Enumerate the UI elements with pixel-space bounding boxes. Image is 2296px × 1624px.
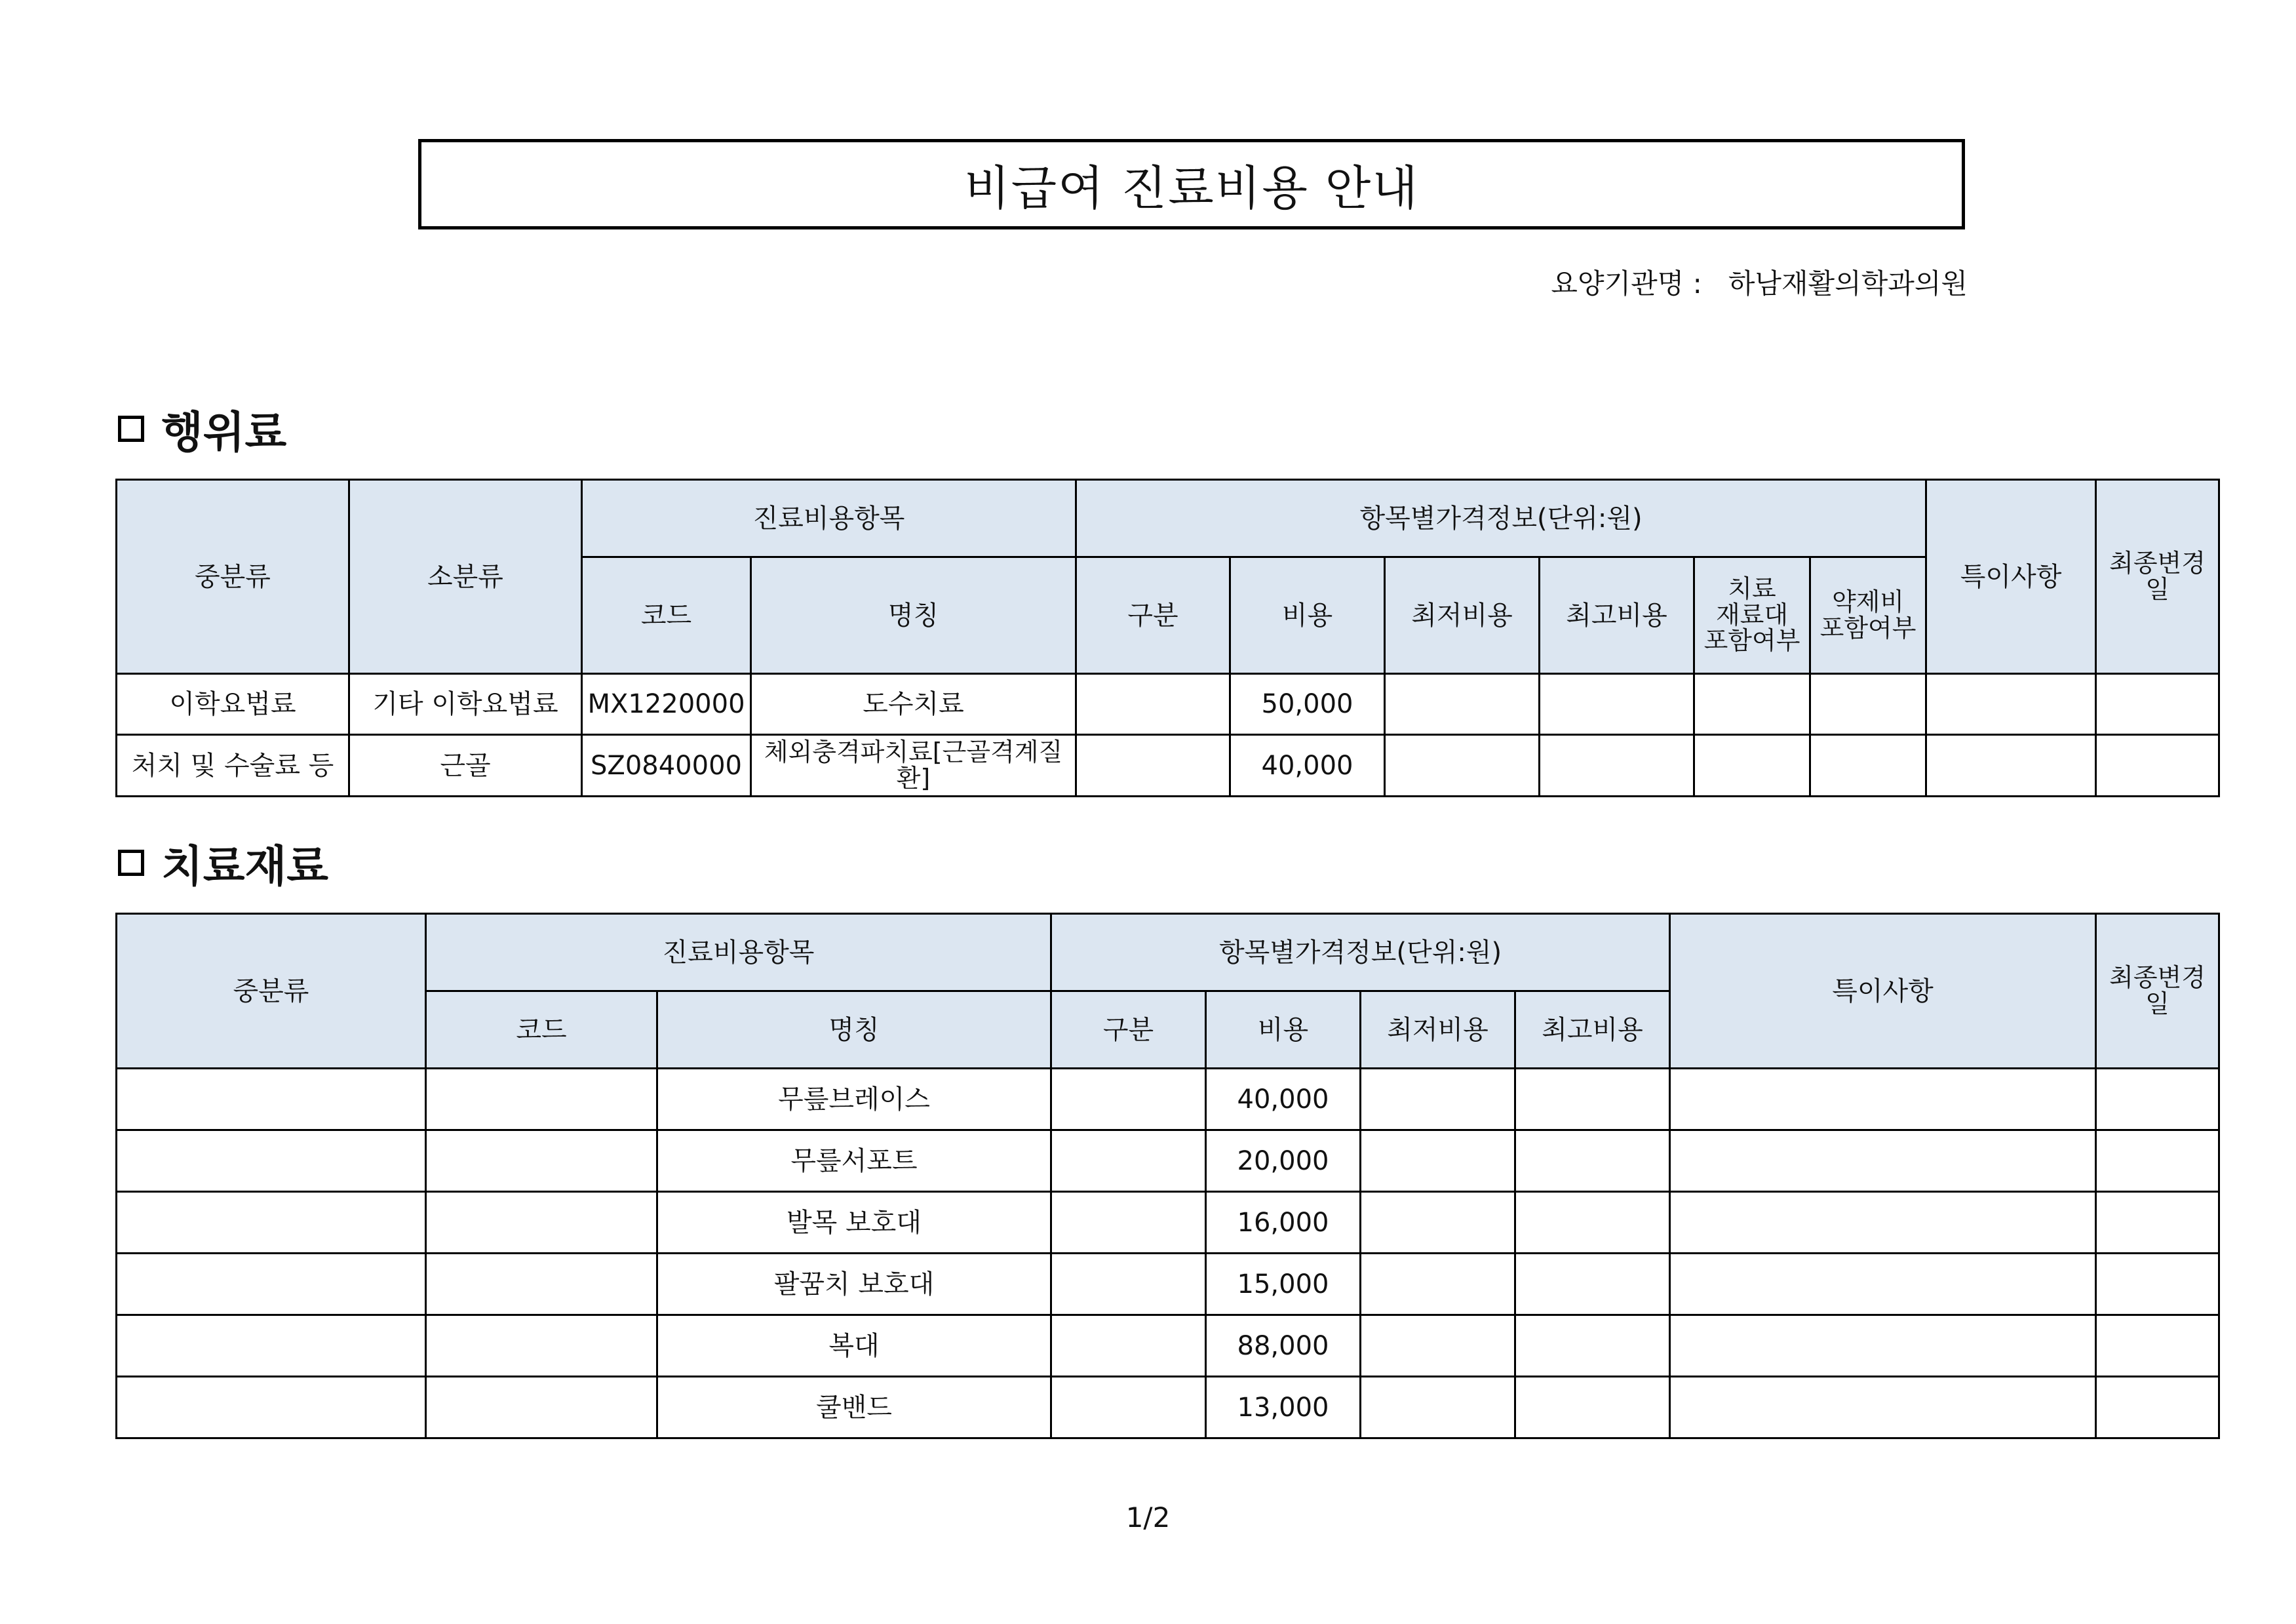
table-row bbox=[117, 1315, 2219, 1377]
header-name: 명칭 bbox=[751, 557, 1076, 674]
table-row bbox=[117, 674, 2219, 735]
cell-mid bbox=[117, 1069, 426, 1130]
cell-min bbox=[1385, 735, 1540, 797]
cell-division bbox=[1051, 1130, 1206, 1192]
table-row bbox=[117, 1069, 2219, 1130]
table-row bbox=[117, 1130, 2219, 1192]
header-last-changed: 최종변경일 bbox=[2096, 914, 2219, 1069]
institution-line bbox=[1311, 262, 1968, 302]
cell-code bbox=[426, 1130, 657, 1192]
header-min-cost: 최저비용 bbox=[1385, 557, 1540, 674]
cell-sub: 근골 bbox=[349, 735, 582, 797]
cell-name: 발목 보호대 bbox=[657, 1192, 1051, 1254]
cell-code: SZ0840000 bbox=[582, 735, 751, 797]
cell-date bbox=[2096, 674, 2219, 735]
header-code: 코드 bbox=[582, 557, 751, 674]
header-division: 구분 bbox=[1051, 991, 1206, 1069]
document-title: 비급여 진료비용 안내 bbox=[418, 139, 1965, 229]
cell-division bbox=[1051, 1192, 1206, 1254]
header-max-cost: 최고비용 bbox=[1515, 991, 1670, 1069]
cell-notes bbox=[1670, 1192, 2096, 1254]
cell-name: 무릎브레이스 bbox=[657, 1069, 1051, 1130]
table-row bbox=[117, 1192, 2219, 1254]
cell-drug bbox=[1810, 674, 1926, 735]
cell-notes bbox=[1670, 1254, 2096, 1315]
header-material-included: 치료 재료대 포함여부 bbox=[1694, 557, 1810, 674]
cell-mid bbox=[117, 1254, 426, 1315]
cell-mid bbox=[117, 1377, 426, 1438]
cell-notes bbox=[1926, 674, 2096, 735]
cell-code bbox=[426, 1069, 657, 1130]
header-cost: 비용 bbox=[1206, 991, 1361, 1069]
cell-min bbox=[1361, 1192, 1515, 1254]
header-division: 구분 bbox=[1076, 557, 1230, 674]
cell-date bbox=[2096, 1315, 2219, 1377]
cell-cost: 15,000 bbox=[1206, 1254, 1361, 1315]
cell-code bbox=[426, 1254, 657, 1315]
cell-min bbox=[1361, 1069, 1515, 1130]
cell-min bbox=[1361, 1254, 1515, 1315]
header-name: 명칭 bbox=[657, 991, 1051, 1069]
cell-division bbox=[1051, 1377, 1206, 1438]
cell-max bbox=[1540, 674, 1694, 735]
institution-separator: : bbox=[1692, 267, 1702, 300]
cell-max bbox=[1540, 735, 1694, 797]
cell-name: 복대 bbox=[657, 1315, 1051, 1377]
checkbox-square-icon bbox=[118, 416, 144, 442]
header-sub-category: 소분류 bbox=[349, 480, 582, 674]
cell-date bbox=[2096, 1254, 2219, 1315]
cell-mid bbox=[117, 1192, 426, 1254]
header-price-group: 항목별가격정보(단위:원) bbox=[1051, 914, 1670, 991]
cell-mid bbox=[117, 1315, 426, 1377]
cell-min bbox=[1361, 1315, 1515, 1377]
cell-date bbox=[2096, 1130, 2219, 1192]
cell-notes bbox=[1670, 1315, 2096, 1377]
procedure-fee-table bbox=[115, 479, 2220, 797]
cell-date bbox=[2096, 735, 2219, 797]
header-mid-category: 중분류 bbox=[117, 914, 426, 1069]
cell-max bbox=[1515, 1377, 1670, 1438]
cell-max bbox=[1515, 1192, 1670, 1254]
section1-title-text: 행위료 bbox=[161, 407, 287, 458]
header-cost: 비용 bbox=[1230, 557, 1385, 674]
header-code: 코드 bbox=[426, 991, 657, 1069]
table-row bbox=[117, 1377, 2219, 1438]
cell-mid bbox=[117, 1130, 426, 1192]
cell-cost: 88,000 bbox=[1206, 1315, 1361, 1377]
cell-name: 도수치료 bbox=[751, 674, 1076, 735]
header-last-changed: 최종변경일 bbox=[2096, 480, 2219, 674]
cell-code bbox=[426, 1192, 657, 1254]
cell-name: 체외충격파치료[근골격계질환] bbox=[751, 735, 1076, 797]
cell-notes bbox=[1670, 1130, 2096, 1192]
cell-name: 팔꿈치 보호대 bbox=[657, 1254, 1051, 1315]
section-title-treatment-materials bbox=[118, 831, 328, 894]
cell-mid: 이학요법료 bbox=[117, 674, 349, 735]
cell-date bbox=[2096, 1069, 2219, 1130]
cell-max bbox=[1515, 1130, 1670, 1192]
header-item-group: 진료비용항목 bbox=[426, 914, 1051, 991]
section2-title-text: 치료재료 bbox=[161, 841, 329, 892]
cell-sub: 기타 이학요법료 bbox=[349, 674, 582, 735]
header-drug-included: 약제비 포함여부 bbox=[1810, 557, 1926, 674]
header-price-group: 항목별가격정보(단위:원) bbox=[1076, 480, 1926, 557]
treatment-material-table bbox=[115, 913, 2220, 1439]
institution-label: 요양기관명 bbox=[1551, 267, 1684, 300]
cell-min bbox=[1361, 1377, 1515, 1438]
cell-max bbox=[1515, 1315, 1670, 1377]
header-min-cost: 최저비용 bbox=[1361, 991, 1515, 1069]
cell-code bbox=[426, 1377, 657, 1438]
cell-name: 무릎서포트 bbox=[657, 1130, 1051, 1192]
page-number: 1/2 bbox=[1125, 1501, 1171, 1534]
cell-notes bbox=[1926, 735, 2096, 797]
cell-cost: 40,000 bbox=[1206, 1069, 1361, 1130]
cell-cost: 20,000 bbox=[1206, 1130, 1361, 1192]
cell-date bbox=[2096, 1377, 2219, 1438]
cell-drug bbox=[1810, 735, 1926, 797]
cell-cost: 13,000 bbox=[1206, 1377, 1361, 1438]
cell-max bbox=[1515, 1069, 1670, 1130]
cell-cost: 16,000 bbox=[1206, 1192, 1361, 1254]
cell-notes bbox=[1670, 1377, 2096, 1438]
header-item-group: 진료비용항목 bbox=[582, 480, 1076, 557]
cell-max bbox=[1515, 1254, 1670, 1315]
cell-material bbox=[1694, 674, 1810, 735]
cell-cost: 40,000 bbox=[1230, 735, 1385, 797]
cell-division bbox=[1076, 735, 1230, 797]
cell-division bbox=[1051, 1254, 1206, 1315]
cell-date bbox=[2096, 1192, 2219, 1254]
checkbox-square-icon bbox=[118, 850, 144, 876]
header-mid-category: 중분류 bbox=[117, 480, 349, 674]
cell-division bbox=[1051, 1315, 1206, 1377]
cell-code bbox=[426, 1315, 657, 1377]
table-row bbox=[117, 735, 2219, 797]
cell-division bbox=[1076, 674, 1230, 735]
cell-min bbox=[1385, 674, 1540, 735]
cell-min bbox=[1361, 1130, 1515, 1192]
header-max-cost: 최고비용 bbox=[1540, 557, 1694, 674]
section-title-procedure-fees bbox=[118, 397, 286, 460]
cell-division bbox=[1051, 1069, 1206, 1130]
table-row bbox=[117, 1254, 2219, 1315]
institution-name: 하남재활의학과의원 bbox=[1728, 267, 1968, 300]
header-notes: 특이사항 bbox=[1670, 914, 2096, 1069]
cell-name: 쿨밴드 bbox=[657, 1377, 1051, 1438]
cell-code: MX1220000 bbox=[582, 674, 751, 735]
cell-mid: 처치 및 수술료 등 bbox=[117, 735, 349, 797]
cell-cost: 50,000 bbox=[1230, 674, 1385, 735]
cell-material bbox=[1694, 735, 1810, 797]
cell-notes bbox=[1670, 1069, 2096, 1130]
header-notes: 특이사항 bbox=[1926, 480, 2096, 674]
